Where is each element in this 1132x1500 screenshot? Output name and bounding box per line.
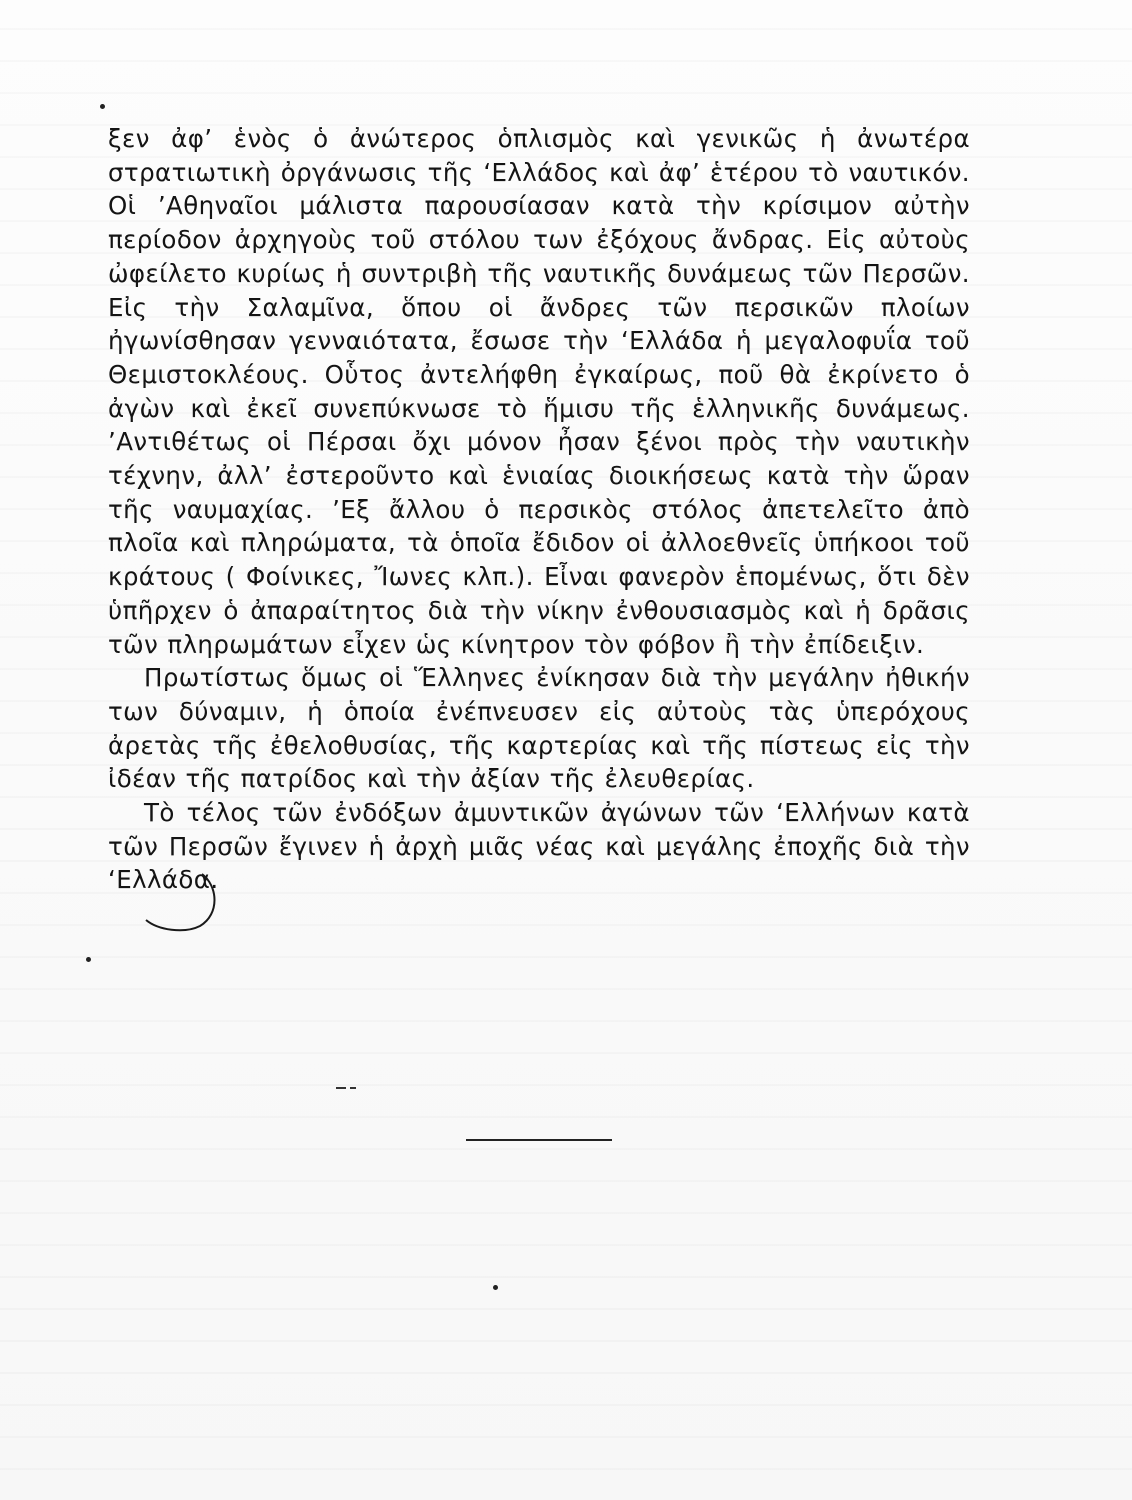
print-dash — [336, 1087, 346, 1089]
paragraph-2: Πρωτίστως ὅμως οἱ Ἕλληνες ἐνίκησαν διὰ τὴν μεγάλην ἠθικήν των δύναμιν, ἡ ὁποία ἐνέπνευσεν εἰς αὐτοὺς τὰς ὑπερόχους ἀρετὰς τῆς ἐθελοθυσίας, τῆς καρτερίας καὶ τῆς πίστεως εἰς τὴν ἰδέαν τῆς πατρίδος καὶ τὴν ἀξίαν τῆς ἐλευθερίας. — [108, 663, 970, 794]
paragraph-1: ξεν ἀφ’ ἑνὸς ὁ ἀνώτερος ὁπλισμὸς καὶ γενικῶς ἡ ἀνωτέρα στρατιωτικὴ ὀργάνωσις τῆς ‘Ελλάδος καὶ ἀφ’ ἑτέρου τὸ ναυτικόν. Οἱ ’Αθηναῖοι μάλιστα παρουσίασαν κατὰ τὴν κρίσιμον αὐτὴν περίοδον ἀρχηγοὺς τοῦ στόλου των ἐξόχους ἄνδρας. Εἰς αὐτοὺς ὠφείλετο κυρίως ἡ συντριβὴ τῆς ναυτικῆς δυνάμεως τῶν Περσῶν. Εἰς τὴν Σαλαμῖνα, ὅπου οἱ ἄνδρες τῶν περσικῶν πλοίων ἠγωνίσθησαν γενναιότατα, ἔσωσε τὴν ‘Ελλάδα ἡ μεγαλοφυΐα τοῦ Θεμιστοκλέους. Οὗτος ἀντελήφθη ἐγκαίρως, ποῦ θὰ ἐκρίνετο ὁ ἀγὼν καὶ ἐκεῖ συνεπύκνωσε τὸ ἥμισυ τῆς ἑλληνικῆς δυνάμεως. ’Αντιθέτως οἱ Πέρσαι ὄχι μόνον ἦσαν ξένοι πρὸς τὴν ναυτικὴν τέχνην, ἀλλ’ ἐστεροῦντο καὶ ἑνιαίας διοικήσεως κατὰ τὴν ὥραν τῆς ναυμαχίας. ’Εξ ἄλλου ὁ περσικὸς στόλος ἀπετελεῖτο ἀπὸ πλοῖα καὶ πληρώματα, τὰ ὁποῖα ἔδιδον οἱ ἀλλοεθνεῖς ὑπήκοοι τοῦ κράτους ( Φοίνικες, Ἴωνες κλπ.). Εἶναι φανερὸν ἑπομένως, ὅτι δὲν ὑπῆρχεν ὁ ἀπαραίτητος διὰ τὴν νίκην ἐνθουσιασμὸς καὶ ἡ δρᾶσις τῶν πληρωμάτων εἶχεν ὡς κίνητρον τὸν φόβον ἢ τὴν ἐπίδειξιν. — [108, 124, 970, 659]
print-dash — [350, 1087, 356, 1089]
print-speck — [86, 957, 91, 962]
body-text — [108, 122, 970, 897]
print-speck — [100, 104, 105, 109]
section-divider-rule — [466, 1139, 612, 1141]
print-speck — [493, 1285, 498, 1290]
paragraph-3: Τὸ τέλος τῶν ἐνδόξων ἀμυντικῶν ἀγώνων τῶν ‘Ελλήνων κατὰ τῶν Περσῶν ἔγινεν ἡ ἀρχὴ μιᾶς νέας καὶ μεγάλης ἐποχῆς διὰ τὴν ‘Ελλάδα. — [108, 798, 970, 895]
